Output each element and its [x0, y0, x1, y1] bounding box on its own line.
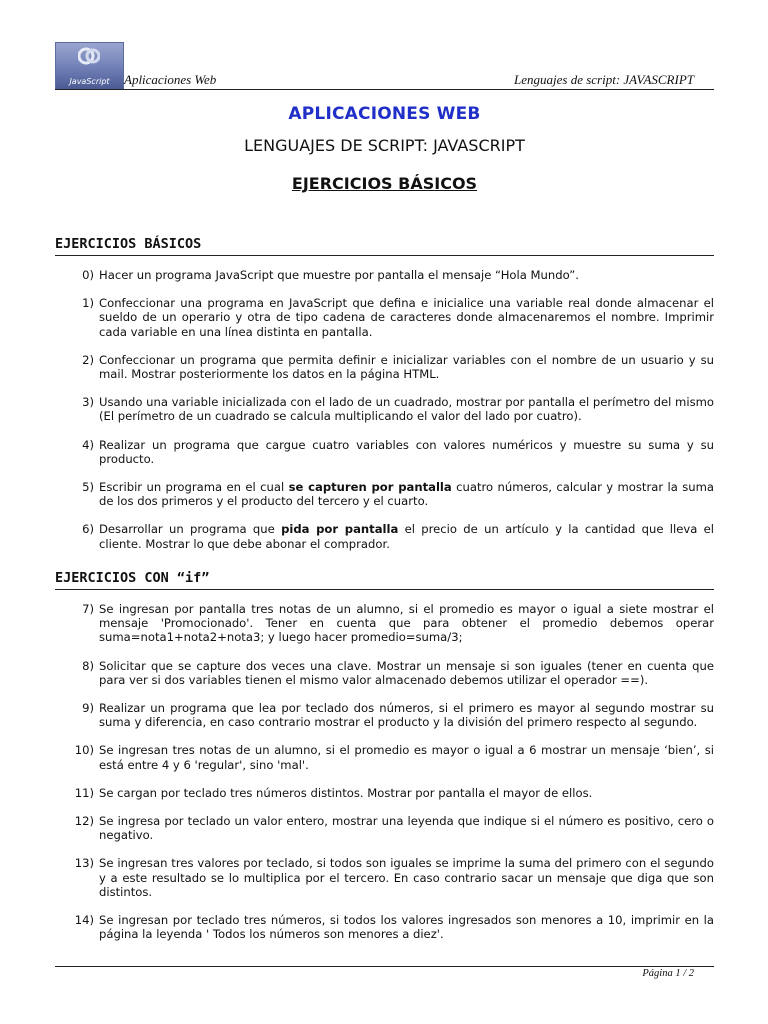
exercise-text-part: cuatro números, calcular y mostrar la suma de los dos primeros y el producto del tercero y el cuarto. [99, 480, 715, 509]
exercise-item [55, 480, 714, 508]
exercise-number: 9) [82, 701, 94, 716]
section-heading-basicos: EJERCICIOS BÁSICOS [55, 236, 714, 256]
js-emblem-icon [78, 45, 100, 67]
exercise-text [99, 602, 714, 645]
exercise-number: 14) [74, 913, 94, 928]
exercise-number: 13) [74, 856, 94, 871]
exercise-number: 4) [82, 437, 94, 452]
exercise-text [99, 353, 714, 381]
exercise-item [55, 602, 714, 645]
exercise-text [99, 522, 714, 550]
exercise-number: 10) [74, 743, 94, 758]
exercise-number: 8) [82, 658, 94, 673]
exercise-item [55, 814, 714, 842]
exercise-text-part: el precio de un artículo y la cantidad que lleva el cliente. Mostrar lo que debe abonar el comprador. [99, 522, 715, 551]
exercise-number: 12) [74, 814, 94, 829]
exercise-item [55, 856, 714, 899]
exercise-item [55, 268, 714, 282]
exercise-item [55, 701, 714, 729]
exercise-item [55, 395, 714, 423]
exercise-text-bold: pida por pantalla [281, 522, 399, 537]
exercise-item [55, 786, 714, 800]
footer-rule [55, 966, 714, 967]
exercise-text-part: Escribir un programa en el cual [99, 480, 289, 495]
exercise-number: 1) [82, 296, 94, 311]
exercise-text [99, 480, 714, 508]
exercise-item [55, 438, 714, 466]
exercise-text-part: Realizar un programa que lea por teclado dos números, si el primero es mayor al segundo mostrar su suma y diferencia, en caso contrario mostrar el producto y la división del primero respecto al segundo. [99, 701, 714, 730]
exercise-number: 11) [74, 785, 94, 800]
logo-text: JavaScript [69, 77, 110, 86]
subtitle: LENGUAJES DE SCRIPT: JAVASCRIPT [244, 136, 525, 155]
exercise-text-part: Se cargan por teclado tres números distintos. Mostrar por pantalla el mayor de ellos. [99, 785, 593, 800]
section-title: EJERCICIOS BÁSICOS [291, 174, 478, 193]
exercise-text [99, 438, 714, 466]
exercise-item [55, 659, 714, 687]
exercise-number: 3) [82, 395, 94, 410]
page-number: Página 1 / 2 [642, 968, 694, 979]
exercise-item [55, 522, 714, 550]
header-rule [55, 89, 714, 90]
exercise-text-bold: se capturen por pantalla [288, 480, 452, 495]
exercise-list-if [55, 602, 714, 955]
exercise-text-part: Realizar un programa que cargue cuatro variables con valores numéricos y muestre su suma y su producto. [99, 437, 714, 466]
exercise-text [99, 913, 714, 941]
exercise-text [99, 659, 714, 687]
exercise-text [99, 814, 714, 842]
exercise-number: 5) [82, 480, 94, 495]
title-block [55, 104, 714, 193]
section-heading-if: EJERCICIOS CON “if” [55, 570, 714, 590]
exercise-number: 0) [82, 268, 94, 282]
exercise-text [99, 743, 714, 771]
exercise-text-part: Se ingresan por pantalla tres notas de un alumno, si el promedio es mayor o igual a siete mostrar el mensaje 'Promocionado'. Tener en cuenta que para obtener el promedio debemos operar suma=nota1+nota2+nota3; y luego hacer promedio=suma/3; [99, 602, 714, 645]
exercise-text [99, 296, 714, 339]
exercise-item [55, 743, 714, 771]
exercise-text-part: Hacer un programa JavaScript que muestre por pantalla el mensaje “Hola Mundo”. [99, 268, 579, 282]
exercise-text-part: Solicitar que se capture dos veces una clave. Mostrar un mensaje si son iguales (tener en cuenta que para ver si dos variables tienen el mismo valor almacenado debemos utilizar el operador ==). [99, 658, 714, 687]
exercise-text-part: Se ingresan por teclado tres números, si todos los valores ingresados son menores a 10, imprimir en la página la leyenda ' Todos los números son menores a diez'. [99, 913, 714, 942]
exercise-text [99, 701, 714, 729]
header-left-text: Aplicaciones Web [124, 72, 217, 87]
exercise-number: 6) [82, 522, 94, 537]
main-title: APLICACIONES WEB [288, 104, 481, 124]
exercise-text [99, 395, 714, 423]
exercise-text-part: Se ingresan tres valores por teclado, si todos son iguales se imprime la suma del primero con el segundo y a este resultado se lo multiplica por el tercero. En caso contrario sacar un mensaje que diga que son distintos. [99, 856, 714, 899]
javascript-logo [55, 42, 124, 90]
exercise-item [55, 913, 714, 941]
exercise-text-part: Confeccionar un programa que permita definir e inicializar variables con el nombre de un usuario y su mail. Mostrar posteriormente los datos en la página HTML. [99, 352, 714, 382]
exercise-list-basicos [55, 268, 714, 565]
exercise-item [55, 353, 714, 381]
exercise-text-part: Desarrollar un programa que [99, 522, 282, 537]
header-right-text: Lenguajes de script: JAVASCRIPT [514, 72, 694, 87]
exercise-text-part: Confeccionar una programa en JavaScript que defina e inicialice una variable real donde almacenar el sueldo de un operario y otra de tipo cadena de caracteres donde almacenaremos el nombre. Imprimir cada variable en una línea distinta en pantalla. [99, 296, 714, 339]
exercise-text-part: Se ingresan tres notas de un alumno, si el promedio es mayor o igual a 6 mostrar un mensaje ‘bien’, si está entre 4 y 6 'regular', sino 'mal'. [99, 743, 714, 772]
exercise-item [55, 296, 714, 339]
exercise-text-part: Usando una variable inicializada con el lado de un cuadrado, mostrar por pantalla el perímetro del mismo (El perímetro de un cuadrado se calcula multiplicando el valor del lado por cuatro). [99, 395, 714, 424]
exercise-text [99, 786, 714, 800]
exercise-text-part: Se ingresa por teclado un valor entero, mostrar una leyenda que indique si el número es positivo, cero o negativo. [99, 814, 714, 843]
exercise-number: 7) [82, 602, 94, 616]
exercise-number: 2) [82, 352, 94, 367]
exercise-text [99, 856, 714, 899]
exercise-text [99, 268, 714, 282]
